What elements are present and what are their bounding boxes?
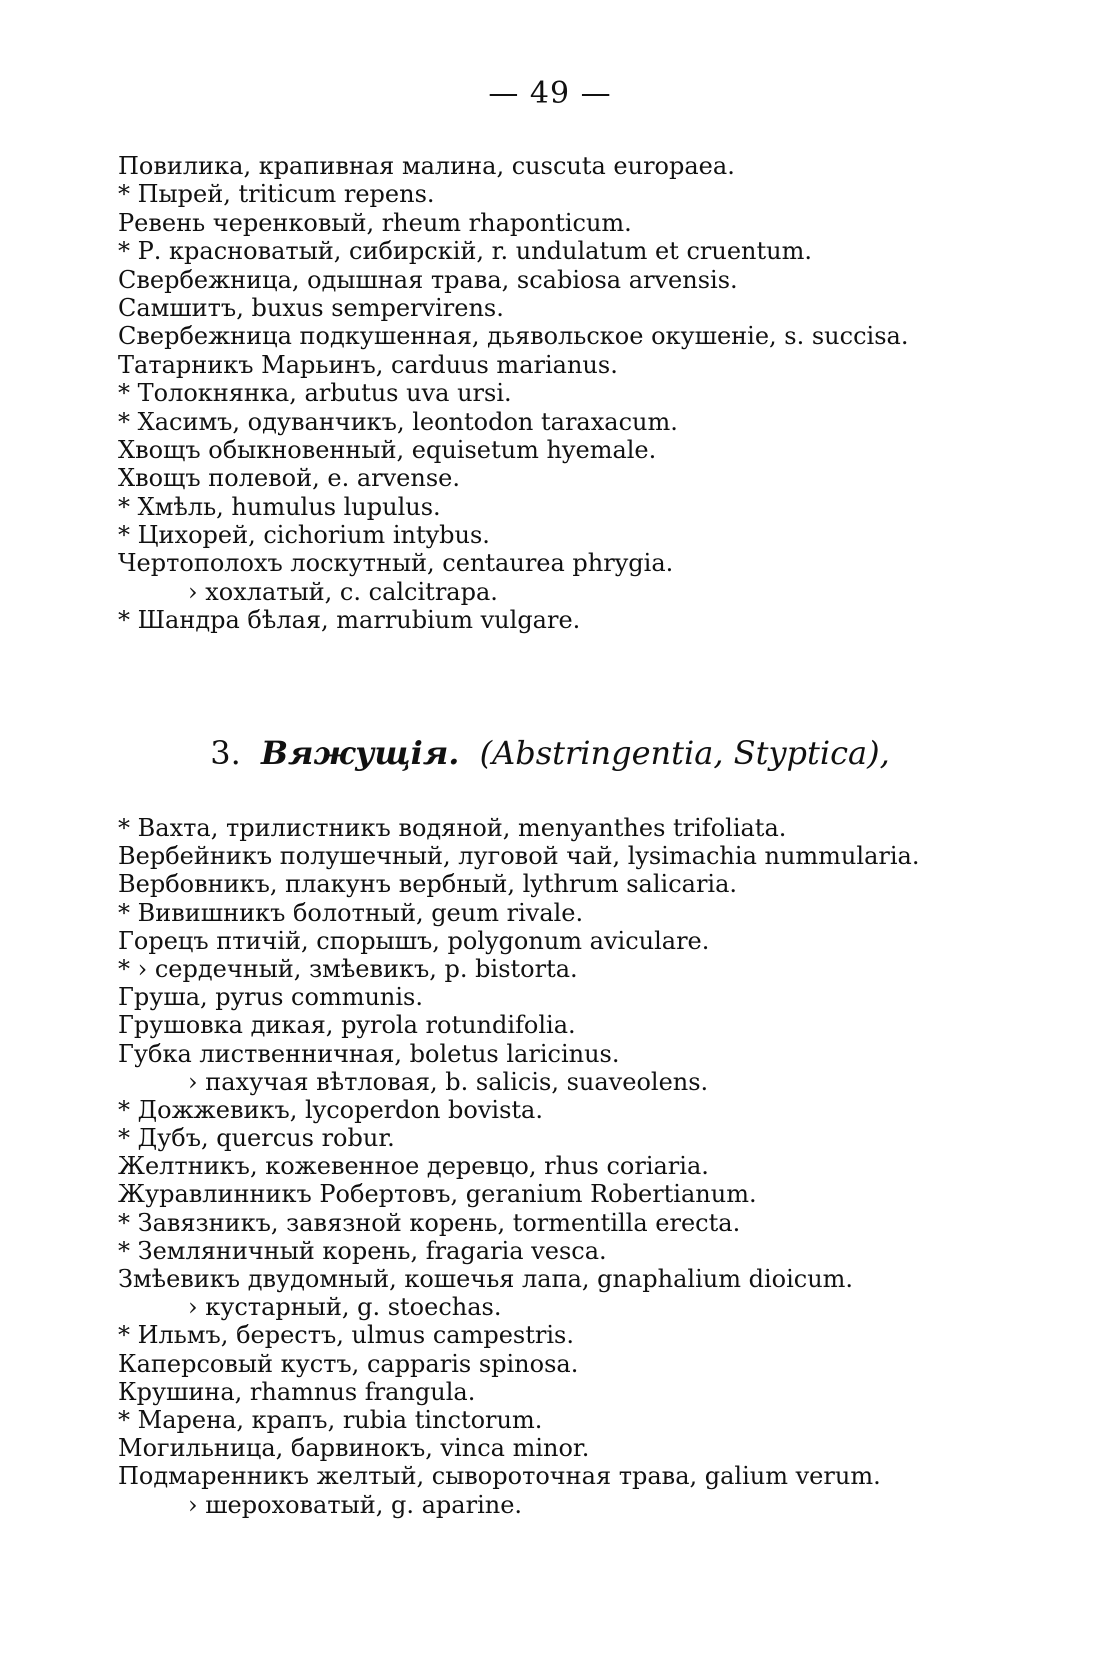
- entry-line: Груша, pyrus communis.: [118, 983, 423, 1012]
- entry-line: Свербежница подкушенная, дьявольское окушеніе, s. succisa.: [118, 322, 909, 351]
- entry-line: Чертополохъ лоскутный, centaurea phrygia.: [118, 549, 674, 578]
- section-title-latin: (Abstringentia, Styptica),: [479, 734, 890, 772]
- entry-line-ditto: * › сердечный, змѣевикъ, p. bistorta.: [118, 954, 578, 983]
- entry-line: * Ильмъ, берестъ, ulmus campestris.: [118, 1321, 574, 1350]
- entry-line: * Хмѣль, humulus lupulus.: [118, 492, 441, 521]
- section-title-russian: Вяжущія.: [260, 734, 460, 772]
- entry-list-lower: [118, 814, 1018, 1519]
- entry-line: * Цихорей, cichorium intybus.: [118, 521, 490, 550]
- entry-line: Губка лиственничная, boletus laricinus.: [118, 1039, 620, 1068]
- entry-line: Змѣевикъ двудомный, кошечья лапа, gnaphalium dioicum.: [118, 1265, 854, 1293]
- entry-line: * Пырей, triticum repens.: [118, 180, 435, 209]
- entry-line: Могильница, барвинокъ, vinca minor.: [118, 1434, 590, 1463]
- entry-line: Желтникъ, кожевенное деревцо, rhus coriaria.: [118, 1152, 709, 1181]
- entry-line-ditto: › хохлатый, c. calcitrapa.: [188, 577, 498, 606]
- entry-line-ditto: › шероховатый, g. aparine.: [188, 1490, 523, 1519]
- entry-list-upper: [118, 152, 1018, 635]
- entry-line: * Вивишникъ болотный, geum rivale.: [118, 898, 584, 927]
- entry-line: * Толокнянка, arbutus uva ursi.: [118, 379, 512, 408]
- entry-line: Подмаренникъ желтый, сывороточная трава, galium verum.: [118, 1462, 881, 1491]
- entry-line: Хвощъ полевой, e. arvense.: [118, 464, 460, 493]
- entry-line: Горецъ птичій, спорышъ, polygonum aviculare.: [118, 926, 710, 955]
- entry-line: Крушина, rhamnus frangula.: [118, 1377, 476, 1406]
- entry-line-ditto: › пахучая вѣтловая, b. salicis, suaveolens.: [188, 1067, 709, 1096]
- entry-line: * Марена, крапъ, rubia tinctorum.: [118, 1405, 543, 1434]
- entry-line: * Хасимъ, одуванчикъ, leontodon taraxacum.: [118, 407, 678, 436]
- section-number: 3.: [210, 734, 241, 772]
- entry-line: Грушовка дикая, pyrola rotundifolia.: [118, 1011, 576, 1040]
- entry-line: Татарникъ Марьинъ, carduus marianus.: [118, 350, 618, 379]
- entry-line: * Шандра бѣлая, marrubium vulgare.: [118, 606, 581, 635]
- entry-line: Вербовникъ, плакунъ вербный, lythrum salicaria.: [118, 870, 738, 899]
- entry-line: * Завязникъ, завязной корень, tormentilla erecta.: [118, 1208, 741, 1237]
- entry-line: Ревень черенковый, rheum rhaponticum.: [118, 208, 632, 237]
- entry-line-ditto: › кустарный, g. stoechas.: [188, 1293, 502, 1322]
- entry-line: * Р. красноватый, сибирскій, r. undulatum et cruentum.: [118, 237, 812, 266]
- entry-line: * Вахта, трилистникъ водяной, menyanthes trifoliata.: [118, 814, 787, 842]
- entry-line: * Дубъ, quercus robur.: [118, 1124, 395, 1153]
- entry-line: Вербейникъ полушечный, луговой чай, lysimachia nummularia.: [118, 842, 920, 871]
- entry-line: Каперсовый кустъ, capparis spinosa.: [118, 1349, 579, 1378]
- entry-line: Свербежница, одышная трава, scabiosa arvensis.: [118, 265, 738, 294]
- entry-line: Повилика, крапивная малина, cuscuta europaea.: [118, 152, 735, 180]
- entry-line: * Дожжевикъ, lycoperdon bovista.: [118, 1095, 543, 1124]
- page-number: — 49 —: [488, 76, 612, 111]
- entry-line: Журавлинникъ Робертовъ, geranium Robertianum.: [118, 1180, 757, 1209]
- entry-line: Хвощъ обыкновенный, equisetum hyemale.: [118, 435, 657, 464]
- entry-line: Самшитъ, buxus sempervirens.: [118, 293, 504, 322]
- entry-line: * Земляничный корень, fragaria vesca.: [118, 1236, 607, 1265]
- section-heading: [0, 734, 1100, 772]
